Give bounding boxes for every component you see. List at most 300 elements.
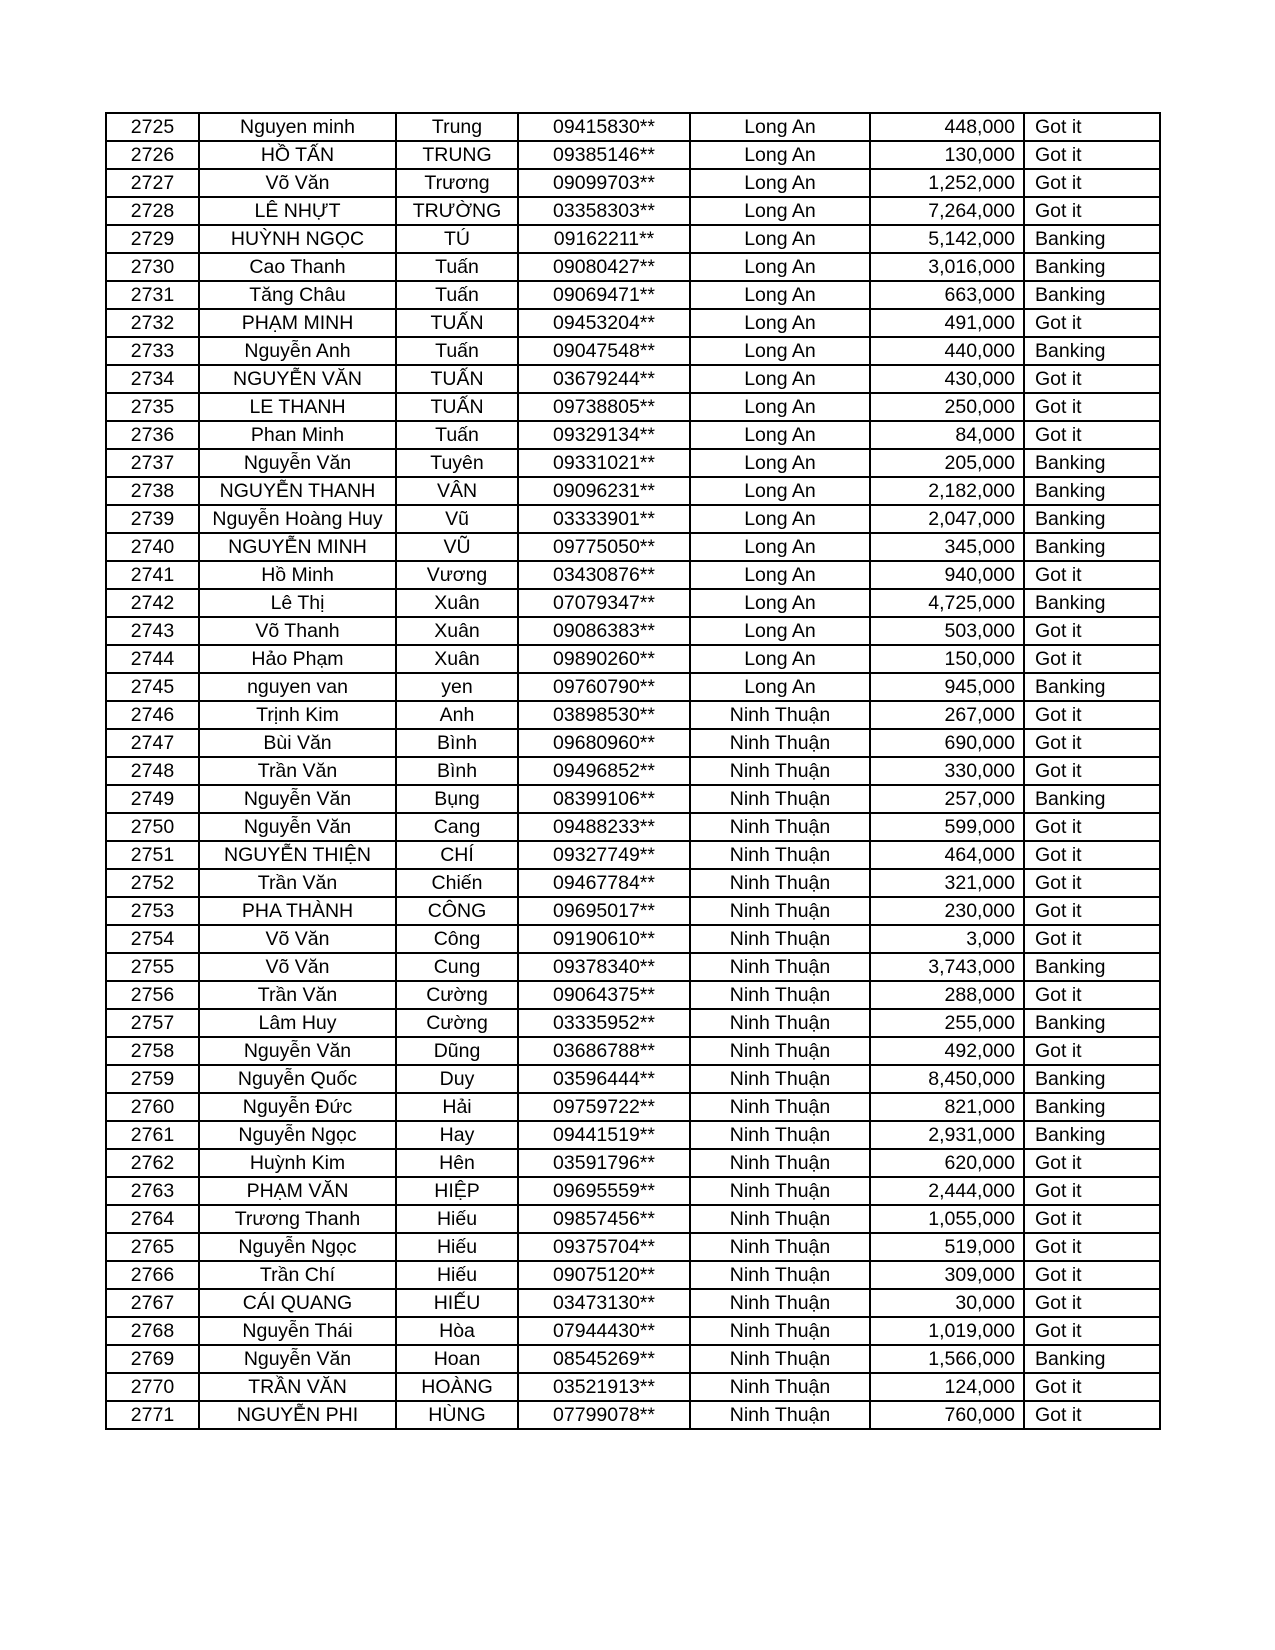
first-name-cell: Cang <box>396 813 518 841</box>
last-name-cell: Võ Văn <box>199 953 396 981</box>
phone-cell: 03333901** <box>518 505 690 533</box>
last-name-cell: Nguyễn Văn <box>199 813 396 841</box>
phone-cell: 03591796** <box>518 1149 690 1177</box>
amount-cell: 2,931,000 <box>870 1121 1024 1149</box>
phone-cell: 09415830** <box>518 113 690 141</box>
table-row <box>106 785 1160 813</box>
province-cell: Long An <box>690 449 870 477</box>
row-number-cell: 2740 <box>106 533 199 561</box>
row-number-cell: 2771 <box>106 1401 199 1429</box>
status-cell: Banking <box>1024 477 1160 505</box>
table-row <box>106 309 1160 337</box>
phone-cell: 03335952** <box>518 1009 690 1037</box>
province-cell: Long An <box>690 141 870 169</box>
table-row <box>106 1261 1160 1289</box>
last-name-cell: Trịnh Kim <box>199 701 396 729</box>
status-cell: Got it <box>1024 701 1160 729</box>
row-number-cell: 2735 <box>106 393 199 421</box>
table-row <box>106 729 1160 757</box>
amount-cell: 1,055,000 <box>870 1205 1024 1233</box>
last-name-cell: Trần Chí <box>199 1261 396 1289</box>
province-cell: Ninh Thuận <box>690 1065 870 1093</box>
table-row <box>106 1177 1160 1205</box>
status-cell: Got it <box>1024 925 1160 953</box>
amount-cell: 257,000 <box>870 785 1024 813</box>
table-row <box>106 1345 1160 1373</box>
row-number-cell: 2753 <box>106 897 199 925</box>
table-row <box>106 813 1160 841</box>
status-cell: Banking <box>1024 1065 1160 1093</box>
last-name-cell: Cao Thanh <box>199 253 396 281</box>
table-row <box>106 281 1160 309</box>
province-cell: Ninh Thuận <box>690 1093 870 1121</box>
province-cell: Ninh Thuận <box>690 1401 870 1429</box>
amount-cell: 492,000 <box>870 1037 1024 1065</box>
status-cell: Got it <box>1024 1037 1160 1065</box>
table-row <box>106 617 1160 645</box>
phone-cell: 09496852** <box>518 757 690 785</box>
amount-cell: 620,000 <box>870 1149 1024 1177</box>
table-row <box>106 841 1160 869</box>
amount-cell: 7,264,000 <box>870 197 1024 225</box>
table-row <box>106 225 1160 253</box>
last-name-cell: Võ Thanh <box>199 617 396 645</box>
amount-cell: 821,000 <box>870 1093 1024 1121</box>
last-name-cell: Trần Văn <box>199 981 396 1009</box>
table-row <box>106 1233 1160 1261</box>
phone-cell: 09069471** <box>518 281 690 309</box>
phone-cell: 03596444** <box>518 1065 690 1093</box>
row-number-cell: 2744 <box>106 645 199 673</box>
last-name-cell: NGUYỄN VĂN <box>199 365 396 393</box>
table-row <box>106 393 1160 421</box>
last-name-cell: Lê Thị <box>199 589 396 617</box>
status-cell: Got it <box>1024 981 1160 1009</box>
recipient-table <box>105 112 1161 1430</box>
amount-cell: 30,000 <box>870 1289 1024 1317</box>
table-row <box>106 561 1160 589</box>
phone-cell: 09441519** <box>518 1121 690 1149</box>
amount-cell: 250,000 <box>870 393 1024 421</box>
first-name-cell: TUẤN <box>396 365 518 393</box>
last-name-cell: Tăng Châu <box>199 281 396 309</box>
table-row <box>106 1205 1160 1233</box>
table-row <box>106 533 1160 561</box>
province-cell: Long An <box>690 113 870 141</box>
table-row <box>106 673 1160 701</box>
amount-cell: 5,142,000 <box>870 225 1024 253</box>
province-cell: Ninh Thuận <box>690 729 870 757</box>
table-row <box>106 1149 1160 1177</box>
status-cell: Banking <box>1024 281 1160 309</box>
last-name-cell: Nguyễn Hoàng Huy <box>199 505 396 533</box>
province-cell: Long An <box>690 673 870 701</box>
amount-cell: 205,000 <box>870 449 1024 477</box>
amount-cell: 309,000 <box>870 1261 1024 1289</box>
status-cell: Banking <box>1024 673 1160 701</box>
province-cell: Long An <box>690 393 870 421</box>
province-cell: Ninh Thuận <box>690 1261 870 1289</box>
table-row <box>106 197 1160 225</box>
row-number-cell: 2760 <box>106 1093 199 1121</box>
phone-cell: 09759722** <box>518 1093 690 1121</box>
status-cell: Got it <box>1024 757 1160 785</box>
province-cell: Ninh Thuận <box>690 701 870 729</box>
first-name-cell: TUẤN <box>396 309 518 337</box>
phone-cell: 09064375** <box>518 981 690 1009</box>
status-cell: Banking <box>1024 449 1160 477</box>
phone-cell: 09329134** <box>518 421 690 449</box>
last-name-cell: NGUYỄN MINH <box>199 533 396 561</box>
table-row <box>106 113 1160 141</box>
status-cell: Banking <box>1024 1009 1160 1037</box>
first-name-cell: Công <box>396 925 518 953</box>
row-number-cell: 2729 <box>106 225 199 253</box>
amount-cell: 345,000 <box>870 533 1024 561</box>
phone-cell: 09075120** <box>518 1261 690 1289</box>
row-number-cell: 2739 <box>106 505 199 533</box>
row-number-cell: 2746 <box>106 701 199 729</box>
status-cell: Banking <box>1024 589 1160 617</box>
first-name-cell: Tuấn <box>396 253 518 281</box>
row-number-cell: 2765 <box>106 1233 199 1261</box>
table-row <box>106 449 1160 477</box>
province-cell: Long An <box>690 365 870 393</box>
first-name-cell: VŨ <box>396 533 518 561</box>
last-name-cell: Nguyễn Văn <box>199 449 396 477</box>
status-cell: Banking <box>1024 1345 1160 1373</box>
amount-cell: 1,252,000 <box>870 169 1024 197</box>
table-row <box>106 365 1160 393</box>
last-name-cell: Nguyễn Thái <box>199 1317 396 1345</box>
province-cell: Long An <box>690 169 870 197</box>
amount-cell: 288,000 <box>870 981 1024 1009</box>
row-number-cell: 2768 <box>106 1317 199 1345</box>
province-cell: Ninh Thuận <box>690 925 870 953</box>
status-cell: Got it <box>1024 1233 1160 1261</box>
phone-cell: 08399106** <box>518 785 690 813</box>
province-cell: Long An <box>690 281 870 309</box>
phone-cell: 09099703** <box>518 169 690 197</box>
row-number-cell: 2749 <box>106 785 199 813</box>
province-cell: Long An <box>690 337 870 365</box>
amount-cell: 4,725,000 <box>870 589 1024 617</box>
first-name-cell: Vũ <box>396 505 518 533</box>
status-cell: Banking <box>1024 225 1160 253</box>
amount-cell: 464,000 <box>870 841 1024 869</box>
province-cell: Ninh Thuận <box>690 1037 870 1065</box>
row-number-cell: 2769 <box>106 1345 199 1373</box>
first-name-cell: Vương <box>396 561 518 589</box>
row-number-cell: 2726 <box>106 141 199 169</box>
province-cell: Ninh Thuận <box>690 981 870 1009</box>
first-name-cell: Hay <box>396 1121 518 1149</box>
phone-cell: 03430876** <box>518 561 690 589</box>
row-number-cell: 2751 <box>106 841 199 869</box>
status-cell: Got it <box>1024 169 1160 197</box>
province-cell: Ninh Thuận <box>690 1177 870 1205</box>
province-cell: Ninh Thuận <box>690 1121 870 1149</box>
last-name-cell: PHA THÀNH <box>199 897 396 925</box>
first-name-cell: VÂN <box>396 477 518 505</box>
row-number-cell: 2770 <box>106 1373 199 1401</box>
first-name-cell: Hên <box>396 1149 518 1177</box>
amount-cell: 940,000 <box>870 561 1024 589</box>
status-cell: Got it <box>1024 421 1160 449</box>
province-cell: Ninh Thuận <box>690 1317 870 1345</box>
amount-cell: 503,000 <box>870 617 1024 645</box>
status-cell: Got it <box>1024 309 1160 337</box>
table-row <box>106 1401 1160 1429</box>
row-number-cell: 2756 <box>106 981 199 1009</box>
first-name-cell: Chiến <box>396 869 518 897</box>
amount-cell: 430,000 <box>870 365 1024 393</box>
phone-cell: 03898530** <box>518 701 690 729</box>
amount-cell: 255,000 <box>870 1009 1024 1037</box>
province-cell: Ninh Thuận <box>690 813 870 841</box>
last-name-cell: Nguyễn Quốc <box>199 1065 396 1093</box>
first-name-cell: Xuân <box>396 645 518 673</box>
phone-cell: 09378340** <box>518 953 690 981</box>
status-cell: Got it <box>1024 729 1160 757</box>
status-cell: Banking <box>1024 337 1160 365</box>
status-cell: Got it <box>1024 1373 1160 1401</box>
status-cell: Got it <box>1024 393 1160 421</box>
phone-cell: 09695017** <box>518 897 690 925</box>
amount-cell: 150,000 <box>870 645 1024 673</box>
table-row <box>106 421 1160 449</box>
phone-cell: 03679244** <box>518 365 690 393</box>
first-name-cell: Hòa <box>396 1317 518 1345</box>
status-cell: Got it <box>1024 1149 1160 1177</box>
status-cell: Got it <box>1024 869 1160 897</box>
table-row <box>106 981 1160 1009</box>
province-cell: Long An <box>690 533 870 561</box>
table-row <box>106 141 1160 169</box>
row-number-cell: 2730 <box>106 253 199 281</box>
last-name-cell: TRẦN VĂN <box>199 1373 396 1401</box>
amount-cell: 124,000 <box>870 1373 1024 1401</box>
last-name-cell: NGUYỄN THANH <box>199 477 396 505</box>
table-row <box>106 1009 1160 1037</box>
amount-cell: 663,000 <box>870 281 1024 309</box>
status-cell: Banking <box>1024 1093 1160 1121</box>
province-cell: Ninh Thuận <box>690 757 870 785</box>
status-cell: Got it <box>1024 197 1160 225</box>
status-cell: Got it <box>1024 365 1160 393</box>
status-cell: Banking <box>1024 533 1160 561</box>
province-cell: Ninh Thuận <box>690 841 870 869</box>
table-row <box>106 1037 1160 1065</box>
phone-cell: 09760790** <box>518 673 690 701</box>
row-number-cell: 2755 <box>106 953 199 981</box>
row-number-cell: 2733 <box>106 337 199 365</box>
row-number-cell: 2747 <box>106 729 199 757</box>
first-name-cell: Tuấn <box>396 337 518 365</box>
status-cell: Got it <box>1024 1289 1160 1317</box>
table-row <box>106 1065 1160 1093</box>
row-number-cell: 2757 <box>106 1009 199 1037</box>
first-name-cell: TRUNG <box>396 141 518 169</box>
status-cell: Got it <box>1024 1177 1160 1205</box>
province-cell: Long An <box>690 197 870 225</box>
phone-cell: 03686788** <box>518 1037 690 1065</box>
table-row <box>106 869 1160 897</box>
table-row <box>106 253 1160 281</box>
phone-cell: 09190610** <box>518 925 690 953</box>
phone-cell: 09488233** <box>518 813 690 841</box>
amount-cell: 84,000 <box>870 421 1024 449</box>
table-row <box>106 477 1160 505</box>
table-row <box>106 1121 1160 1149</box>
status-cell: Banking <box>1024 785 1160 813</box>
amount-cell: 2,047,000 <box>870 505 1024 533</box>
phone-cell: 09385146** <box>518 141 690 169</box>
province-cell: Long An <box>690 421 870 449</box>
last-name-cell: CÁI QUANG <box>199 1289 396 1317</box>
row-number-cell: 2734 <box>106 365 199 393</box>
amount-cell: 3,000 <box>870 925 1024 953</box>
amount-cell: 3,016,000 <box>870 253 1024 281</box>
province-cell: Ninh Thuận <box>690 1205 870 1233</box>
province-cell: Long An <box>690 589 870 617</box>
row-number-cell: 2727 <box>106 169 199 197</box>
amount-cell: 599,000 <box>870 813 1024 841</box>
row-number-cell: 2764 <box>106 1205 199 1233</box>
amount-cell: 760,000 <box>870 1401 1024 1429</box>
phone-cell: 09775050** <box>518 533 690 561</box>
table-row <box>106 953 1160 981</box>
first-name-cell: Trương <box>396 169 518 197</box>
last-name-cell: Hảo Phạm <box>199 645 396 673</box>
row-number-cell: 2766 <box>106 1261 199 1289</box>
amount-cell: 130,000 <box>870 141 1024 169</box>
phone-cell: 07079347** <box>518 589 690 617</box>
last-name-cell: Trần Văn <box>199 757 396 785</box>
phone-cell: 09738805** <box>518 393 690 421</box>
amount-cell: 519,000 <box>870 1233 1024 1261</box>
first-name-cell: Bình <box>396 729 518 757</box>
table-row <box>106 925 1160 953</box>
status-cell: Got it <box>1024 841 1160 869</box>
phone-cell: 07944430** <box>518 1317 690 1345</box>
phone-cell: 09327749** <box>518 841 690 869</box>
last-name-cell: Trần Văn <box>199 869 396 897</box>
table-row <box>106 589 1160 617</box>
province-cell: Long An <box>690 309 870 337</box>
phone-cell: 09467784** <box>518 869 690 897</box>
province-cell: Ninh Thuận <box>690 1345 870 1373</box>
table-row <box>106 1373 1160 1401</box>
phone-cell: 09080427** <box>518 253 690 281</box>
status-cell: Got it <box>1024 645 1160 673</box>
status-cell: Banking <box>1024 1121 1160 1149</box>
row-number-cell: 2748 <box>106 757 199 785</box>
row-number-cell: 2731 <box>106 281 199 309</box>
first-name-cell: CÔNG <box>396 897 518 925</box>
amount-cell: 448,000 <box>870 113 1024 141</box>
phone-cell: 09695559** <box>518 1177 690 1205</box>
phone-cell: 03358303** <box>518 197 690 225</box>
table-row <box>106 645 1160 673</box>
province-cell: Long An <box>690 477 870 505</box>
first-name-cell: HIỆP <box>396 1177 518 1205</box>
row-number-cell: 2758 <box>106 1037 199 1065</box>
first-name-cell: Tuyên <box>396 449 518 477</box>
province-cell: Ninh Thuận <box>690 1149 870 1177</box>
province-cell: Ninh Thuận <box>690 1233 870 1261</box>
status-cell: Got it <box>1024 813 1160 841</box>
first-name-cell: Bụng <box>396 785 518 813</box>
phone-cell: 09375704** <box>518 1233 690 1261</box>
last-name-cell: PHẠM MINH <box>199 309 396 337</box>
status-cell: Got it <box>1024 897 1160 925</box>
row-number-cell: 2728 <box>106 197 199 225</box>
table-row <box>106 1317 1160 1345</box>
first-name-cell: Xuân <box>396 589 518 617</box>
amount-cell: 2,182,000 <box>870 477 1024 505</box>
first-name-cell: CHÍ <box>396 841 518 869</box>
status-cell: Got it <box>1024 561 1160 589</box>
last-name-cell: NGUYỄN PHI <box>199 1401 396 1429</box>
status-cell: Got it <box>1024 1205 1160 1233</box>
phone-cell: 07799078** <box>518 1401 690 1429</box>
first-name-cell: Hiếu <box>396 1261 518 1289</box>
last-name-cell: Nguyễn Văn <box>199 785 396 813</box>
amount-cell: 321,000 <box>870 869 1024 897</box>
province-cell: Ninh Thuận <box>690 897 870 925</box>
last-name-cell: Nguyễn Văn <box>199 1345 396 1373</box>
status-cell: Got it <box>1024 113 1160 141</box>
amount-cell: 1,019,000 <box>870 1317 1024 1345</box>
row-number-cell: 2767 <box>106 1289 199 1317</box>
province-cell: Ninh Thuận <box>690 1289 870 1317</box>
last-name-cell: Phan Minh <box>199 421 396 449</box>
row-number-cell: 2761 <box>106 1121 199 1149</box>
first-name-cell: Xuân <box>396 617 518 645</box>
last-name-cell: Bùi Văn <box>199 729 396 757</box>
province-cell: Long An <box>690 505 870 533</box>
phone-cell: 03521913** <box>518 1373 690 1401</box>
row-number-cell: 2752 <box>106 869 199 897</box>
table-row <box>106 505 1160 533</box>
table-row <box>106 757 1160 785</box>
amount-cell: 330,000 <box>870 757 1024 785</box>
phone-cell: 03473130** <box>518 1289 690 1317</box>
last-name-cell: nguyen van <box>199 673 396 701</box>
status-cell: Got it <box>1024 1317 1160 1345</box>
status-cell: Got it <box>1024 1261 1160 1289</box>
province-cell: Ninh Thuận <box>690 953 870 981</box>
row-number-cell: 2763 <box>106 1177 199 1205</box>
province-cell: Ninh Thuận <box>690 1009 870 1037</box>
first-name-cell: HIẾU <box>396 1289 518 1317</box>
first-name-cell: Bình <box>396 757 518 785</box>
province-cell: Ninh Thuận <box>690 869 870 897</box>
amount-cell: 8,450,000 <box>870 1065 1024 1093</box>
row-number-cell: 2738 <box>106 477 199 505</box>
first-name-cell: yen <box>396 673 518 701</box>
row-number-cell: 2754 <box>106 925 199 953</box>
table-row <box>106 1093 1160 1121</box>
first-name-cell: Hiếu <box>396 1205 518 1233</box>
first-name-cell: Anh <box>396 701 518 729</box>
amount-cell: 267,000 <box>870 701 1024 729</box>
status-cell: Banking <box>1024 505 1160 533</box>
first-name-cell: Hải <box>396 1093 518 1121</box>
first-name-cell: Tuấn <box>396 281 518 309</box>
row-number-cell: 2732 <box>106 309 199 337</box>
